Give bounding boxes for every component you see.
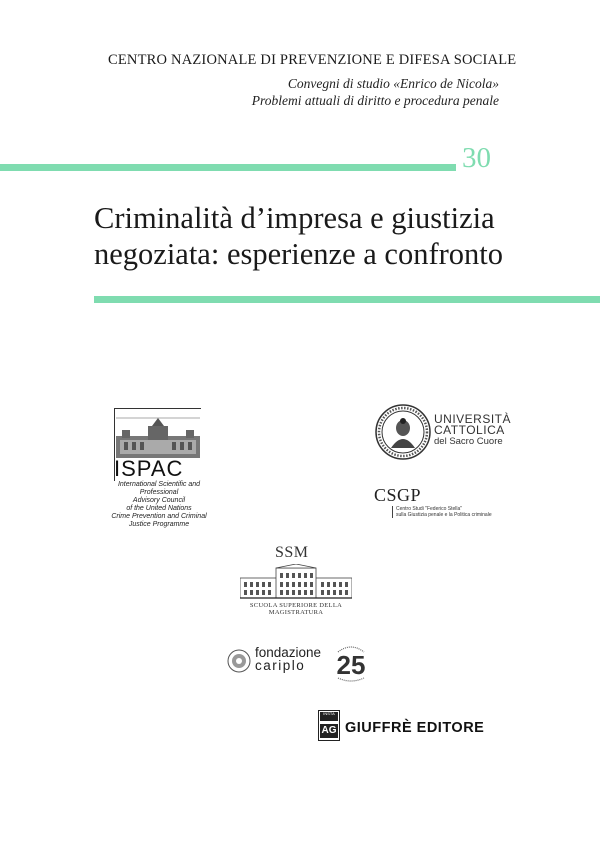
ispac-logo: [100, 408, 220, 528]
ispac-desc-line: Advisory Council: [132, 497, 186, 504]
giuffre-mark-top: INSTA: [320, 712, 338, 721]
ispac-desc-line: International Scientific and Professional: [117, 481, 201, 496]
giuffre-mark-ag: AG: [321, 725, 337, 736]
book-title: [94, 200, 503, 272]
accent-bar-top: [0, 164, 456, 171]
csgp-logo: [374, 485, 514, 521]
ssm-name: SSM: [275, 544, 309, 561]
ispac-desc-line: of the United Nations: [126, 505, 192, 512]
cariplo-text: [255, 646, 321, 672]
cattolica-text: [434, 414, 511, 447]
csgp-desc-line: Centro Studi "Federico Stella": [396, 506, 463, 512]
book-title-line-1: Criminalità d’impresa e giustizia: [94, 201, 495, 235]
accent-bar-bottom: [94, 296, 600, 303]
cariplo-seal-icon: [227, 649, 251, 673]
ispac-desc-line: Crime Prevention and Criminal: [111, 513, 207, 520]
svg-text:25: 25: [336, 650, 366, 680]
series-line-1: Convegni di studio «Enrico de Nicola»: [287, 76, 499, 91]
giuffre-logo: [318, 710, 508, 746]
institution-name: CENTRO NAZIONALE DI PREVENZIONE E DIFESA SOCIALE: [108, 52, 517, 68]
volume-number: 30: [462, 142, 491, 174]
ispac-desc-line: Justice Programme: [128, 521, 190, 528]
ispac-building-icon: [116, 414, 200, 458]
25-anniversary-icon: [335, 640, 367, 684]
giuffre-name: GIUFFRÈ EDITORE: [345, 720, 485, 736]
csgp-description: [392, 506, 492, 518]
ssm-subtitle: SCUOLA SUPERIORE DELLA MAGISTRATURA: [249, 602, 343, 616]
cariplo-line: cariplo: [255, 658, 306, 673]
ssm-logo: [238, 544, 354, 614]
cariplo-line: fondazione: [255, 645, 322, 660]
cattolica-logo: [375, 404, 515, 464]
csgp-desc-line: sulla Giustizia penale e la Politica criminale: [396, 512, 492, 518]
giuffre-mark: [318, 710, 340, 741]
cattolica-line: CATTOLICA: [434, 423, 505, 437]
series-line-2: Problemi attuali di diritto e procedura penale: [251, 93, 499, 108]
cariplo-logo: [227, 640, 367, 684]
cattolica-line: del Sacro Cuore: [434, 436, 503, 447]
ispac-name: ISPAC: [114, 456, 184, 481]
csgp-name: CSGP: [374, 485, 422, 505]
book-title-line-2: negoziata: esperienze a confronto: [94, 237, 503, 271]
university-seal-icon: [375, 404, 431, 460]
cattolica-line: UNIVERSITÀ: [434, 412, 512, 426]
ispac-description: [100, 481, 218, 529]
villa-building-icon: [240, 564, 352, 600]
